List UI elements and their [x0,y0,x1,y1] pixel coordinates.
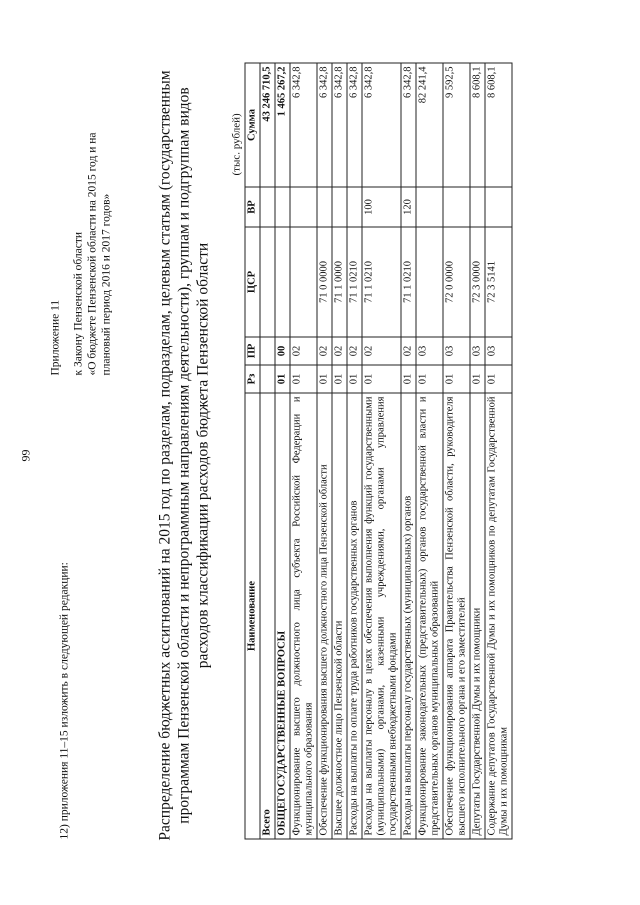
cell-rz: 01 [317,365,332,393]
table-row [362,63,401,839]
cell-name: Функционирование высшего должностного лица субъекта Российской Федерации и муниципального образования [290,393,317,839]
cell-name: Расходы на выплаты персоналу в целях обеспечения выполнения функций государственными (муниципальными) органами, казенными учреждениями, органами управления государственными внебюджетными фондами [362,393,401,839]
cell-pr: 02 [290,337,317,365]
cell-pr: 00 [275,337,290,365]
cell-csr [416,227,443,337]
table-row [275,63,290,839]
cell-vr [275,187,290,227]
cell-csr [260,227,275,337]
cell-name: Всего [260,393,275,839]
appendix-law-title: «О бюджете Пензенской области на 2015 год и на [86,132,98,375]
cell-sum: 6 342,8 [317,63,332,187]
cell-csr [275,227,290,337]
title-line-3: расходов классификации расходов бюджета Пензенской области [194,242,211,668]
cell-vr [260,187,275,227]
title-line-2: программам Пензенской области и непрограммным направлениям деятельности), группам и подгруппам видов [175,86,192,824]
cell-sum: 6 342,8 [290,63,317,187]
title-line-1: Распределение бюджетных ассигнований на 2015 год по разделам, подразделам, целевым статьям (государственным [156,69,173,841]
cell-vr [290,187,317,227]
cell-vr: 120 [401,187,416,227]
intro-text: 12) приложения 11–15 изложить в следующей редакции: [58,561,70,839]
cell-rz [260,365,275,393]
cell-rz: 01 [275,365,290,393]
appendix-law: к Закону Пензенской области [72,231,84,375]
table-row [260,63,275,839]
page-number: 99 [18,449,32,461]
cell-pr: 03 [485,337,512,365]
cell-name: Расходы на выплаты по оплате труда работников государственных органов [347,393,362,839]
cell-name: Обеспечение функционирования аппарата Правительства Пензенской области, руководителя высшего исполнительного органа и его заместителей [443,393,470,839]
cell-sum: 6 342,8 [401,63,416,187]
cell-name: Расходы на выплаты персоналу государственных (муниципальных) органов [401,393,416,839]
table-row [485,63,512,839]
cell-sum: 6 342,8 [332,63,347,187]
units-label: (тыс. рублей) [230,112,242,175]
cell-csr: 72 3 5141 [485,227,512,337]
document-title [155,55,212,855]
cell-vr [470,187,485,227]
header-csr: ЦСР [245,227,260,337]
cell-sum: 6 342,8 [362,63,401,187]
cell-csr: 71 1 0000 [332,227,347,337]
table-header-row [245,63,260,839]
cell-csr: 71 1 0210 [401,227,416,337]
cell-rz: 01 [443,365,470,393]
cell-pr: 03 [470,337,485,365]
table-row [332,63,347,839]
cell-vr [317,187,332,227]
cell-csr: 72 3 0000 [470,227,485,337]
budget-table-body [260,63,512,839]
header-pr: ПР [245,337,260,365]
cell-sum: 8 608,1 [470,63,485,187]
table-row [443,63,470,839]
cell-pr: 02 [401,337,416,365]
cell-vr [332,187,347,227]
cell-rz: 01 [416,365,443,393]
cell-rz: 01 [347,365,362,393]
cell-csr [290,227,317,337]
table-row [416,63,443,839]
cell-sum: 9 592,5 [443,63,470,187]
appendix-block [48,132,113,375]
cell-pr: 03 [416,337,443,365]
cell-csr: 71 0 0000 [317,227,332,337]
cell-pr: 02 [362,337,401,365]
cell-vr [416,187,443,227]
header-rz: Рз [245,365,260,393]
cell-name: Депутаты Государственной Думы и их помощники [470,393,485,839]
appendix-title: Приложение 11 [49,299,61,375]
cell-rz: 01 [485,365,512,393]
cell-name: ОБЩЕГОСУДАРСТВЕННЫЕ ВОПРОСЫ [275,393,290,839]
cell-csr: 72 0 0000 [443,227,470,337]
cell-sum: 6 342,8 [347,63,362,187]
cell-sum: 1 465 267,2 [275,63,290,187]
cell-csr: 71 1 0210 [347,227,362,337]
cell-vr [443,187,470,227]
budget-table [244,62,512,839]
header-sum: Сумма [245,63,260,187]
cell-pr [260,337,275,365]
table-row [347,63,362,839]
cell-sum: 43 246 710,5 [260,63,275,187]
cell-name: Содержание депутатов Государственной Думы и их помощников по депутатам Государственной Думы и их помощникам [485,393,512,839]
table-row [290,63,317,839]
cell-vr: 100 [362,187,401,227]
table-row [470,63,485,839]
cell-rz: 01 [290,365,317,393]
header-name: Наименование [245,393,260,839]
cell-rz: 01 [401,365,416,393]
cell-pr: 03 [443,337,470,365]
cell-pr: 02 [347,337,362,365]
cell-pr: 02 [332,337,347,365]
cell-csr: 71 1 0210 [362,227,401,337]
cell-vr [485,187,512,227]
cell-rz: 01 [332,365,347,393]
cell-name: Функционирование законодательных (представительных) органов государственной власти и представительных органов муниципальных образований [416,393,443,839]
cell-rz: 01 [362,365,401,393]
appendix-law-period: плановый период 2016 и 2017 годов» [100,193,112,375]
header-vr: ВР [245,187,260,227]
cell-sum: 8 608,1 [485,63,512,187]
table-row [401,63,416,839]
cell-sum: 82 241,4 [416,63,443,187]
cell-name: Высшее должностное лицо Пензенской области [332,393,347,839]
cell-rz: 01 [470,365,485,393]
cell-pr: 02 [317,337,332,365]
cell-vr [347,187,362,227]
cell-name: Обеспечение функционирования высшего должностного лица Пензенской области [317,393,332,839]
table-row [317,63,332,839]
